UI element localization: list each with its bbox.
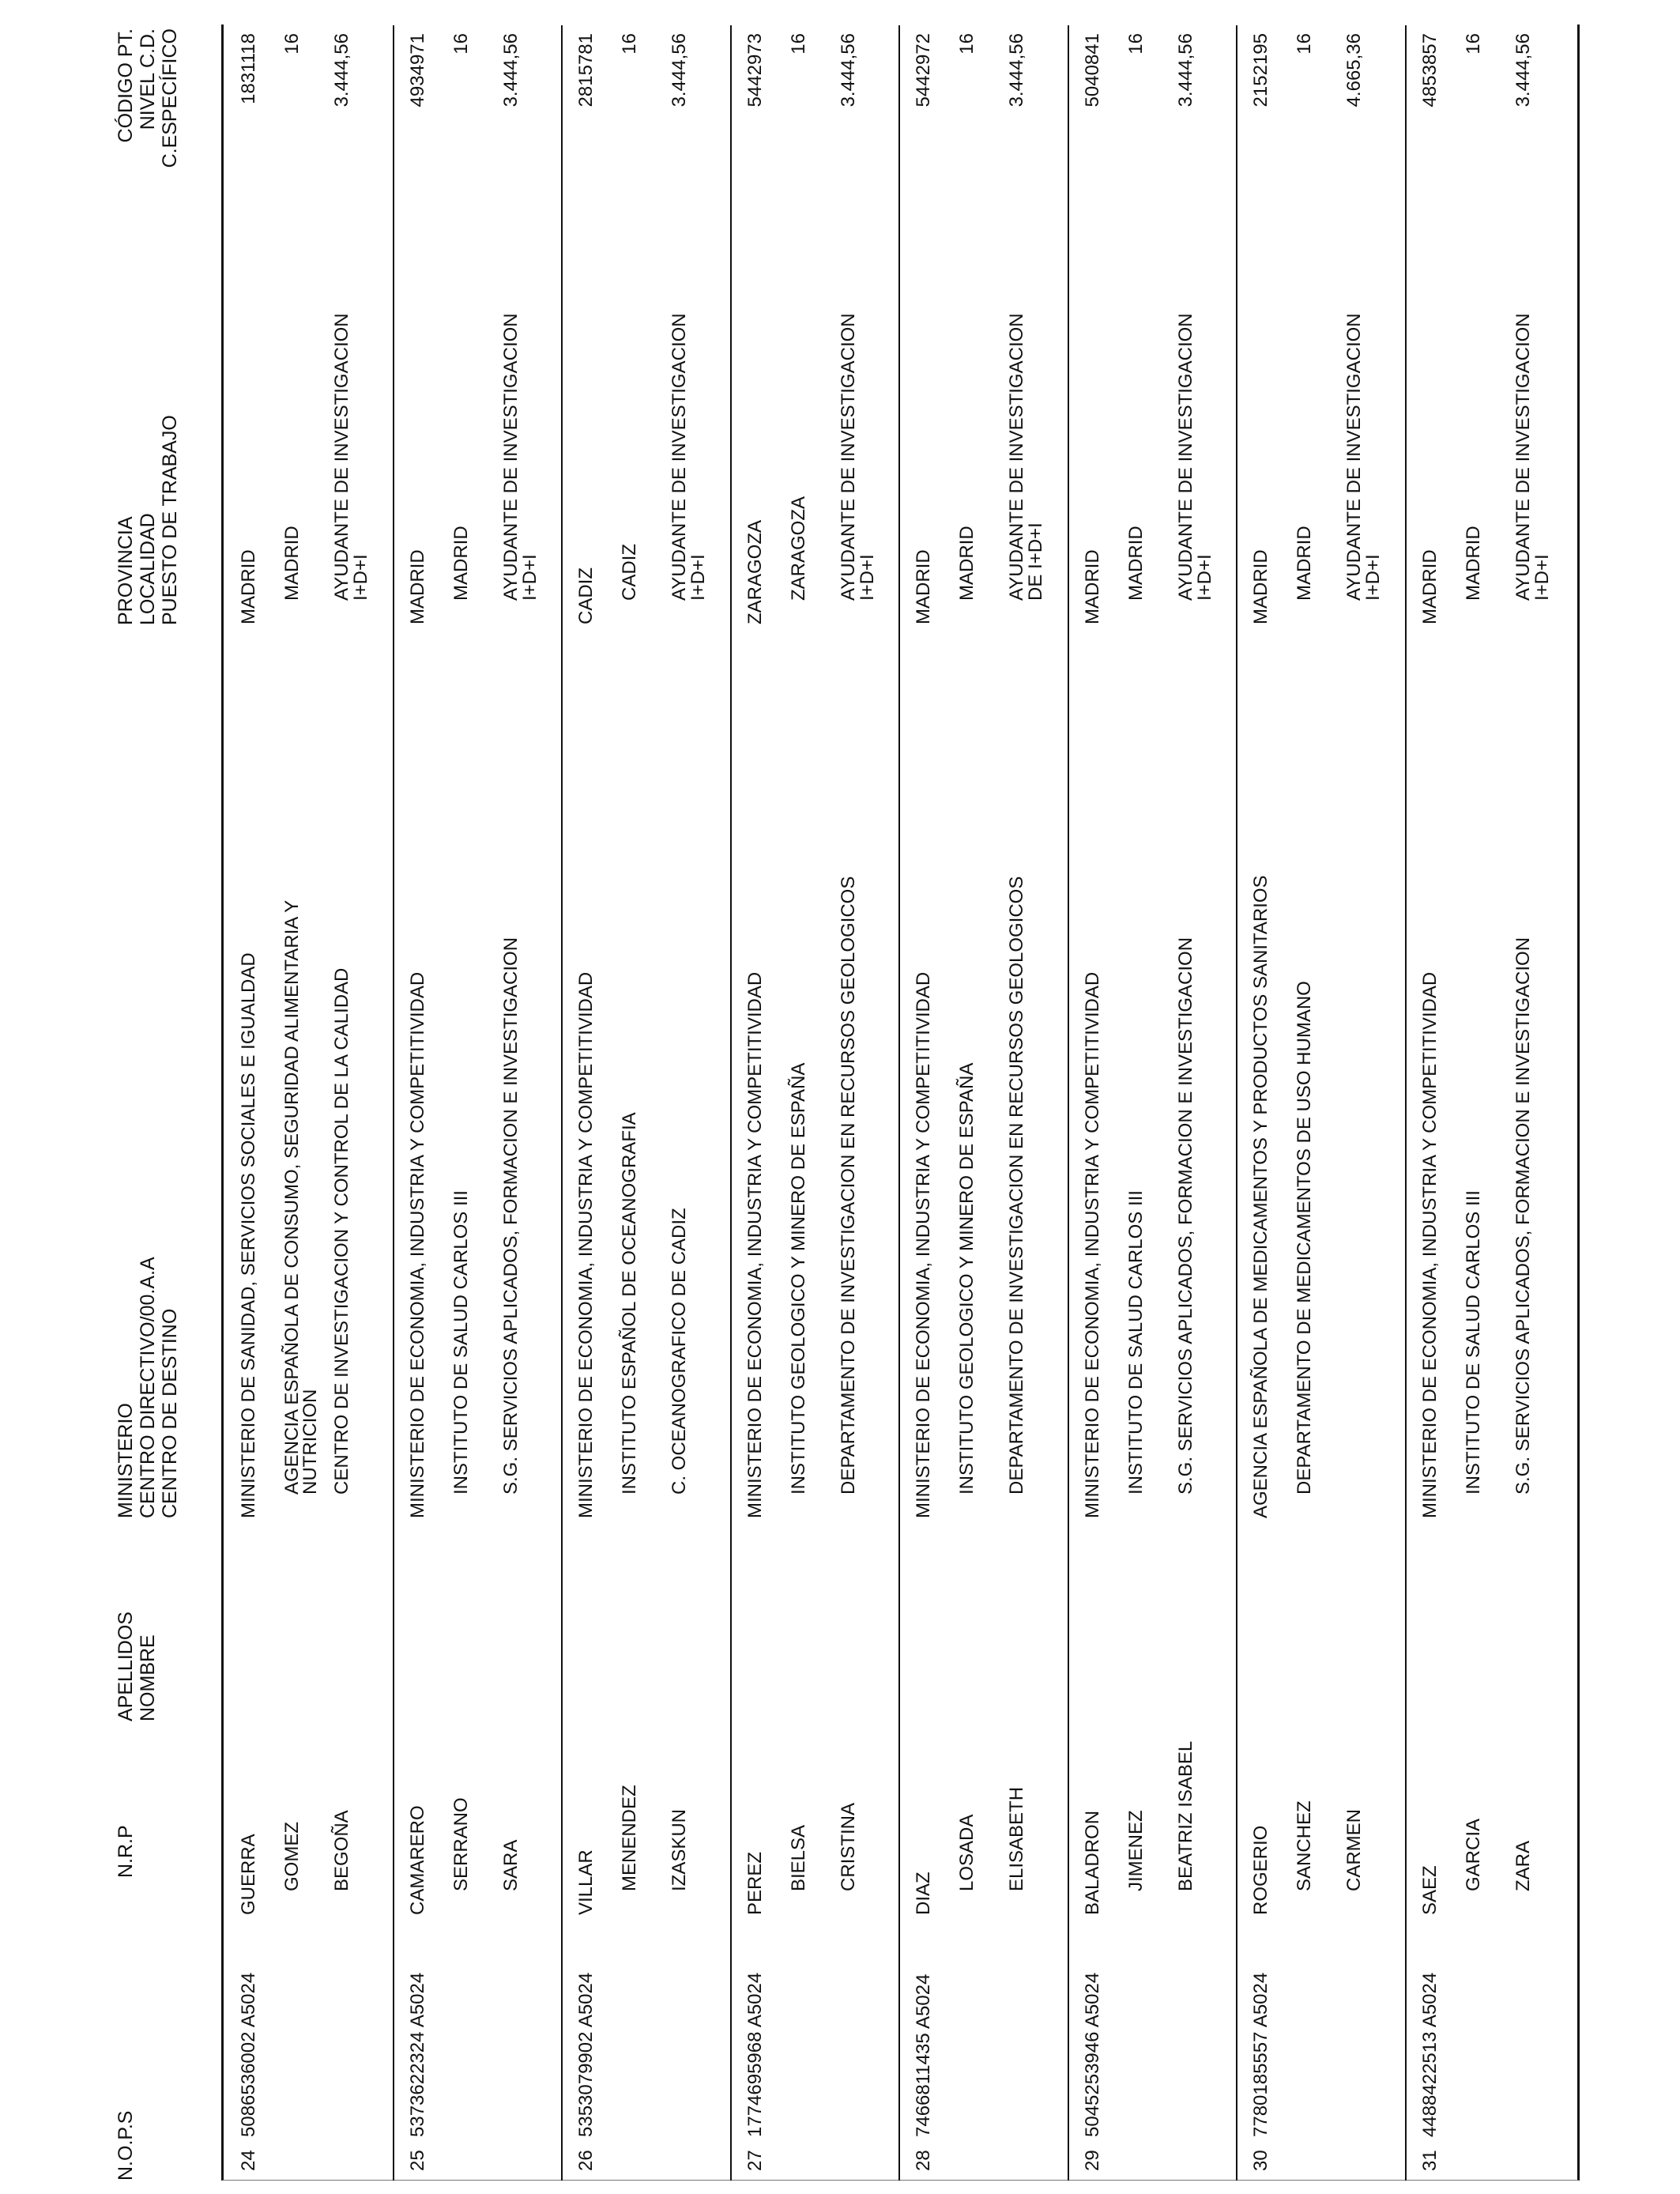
record-centro-destino: C. OCEANOGRAFICO DE CADIZ [669, 1208, 690, 1495]
record-codigo: 2815781 [575, 33, 597, 107]
record-puesto: AYUDANTE DE INVESTIGACION [1174, 313, 1196, 601]
record-especifico: 3.444,56 [669, 33, 690, 107]
record-ministerio: MINISTERIO DE ECONOMIA, INDUSTRIA Y COMPETITIVIDAD [1081, 971, 1103, 1518]
record-apellido1: ROGERIO [1250, 1825, 1271, 1915]
record-nivel: 16 [787, 33, 809, 55]
record-apellido2: BIELSA [787, 1824, 809, 1891]
record-ministerio: MINISTERIO DE ECONOMIA, INDUSTRIA Y COMPETITIVIDAD [575, 971, 597, 1518]
record-puesto-cont: I+D+I [1193, 554, 1215, 601]
header-localidad-label: LOCALIDAD [137, 513, 159, 625]
header-especifico-label: C.ESPECÍFICO [159, 28, 181, 168]
record-codigo: 5040841 [1081, 33, 1103, 107]
record-nops: 25 [406, 2150, 428, 2171]
record-puesto-cont: I+D+I [1362, 554, 1384, 601]
record-nrp: 7466811435 A5024 [913, 1973, 934, 2137]
header-provincia-label: PROVINCIA [115, 516, 137, 625]
record-provincia: CADIZ [575, 567, 597, 624]
record-puesto-cont: I+D+I [687, 554, 709, 601]
record-puesto: AYUDANTE DE INVESTIGACION [499, 313, 522, 601]
record-ministerio: MINISTERIO DE ECONOMIA, INDUSTRIA Y COMPETITIVIDAD [744, 971, 766, 1518]
header-ministerio-label: MINISTERIO [115, 1403, 137, 1518]
record-apellido2: LOSADA [956, 1814, 977, 1891]
record-nops: 31 [1418, 2150, 1441, 2171]
record-localidad: MADRID [956, 526, 977, 601]
record-centro-destino: S.G. SERVICIOS APLICADOS, FORMACION E INVESTIGACION [499, 937, 522, 1495]
header-nrp-label: N.R.P [115, 1825, 137, 1878]
record-localidad: MADRID [281, 526, 303, 601]
record-centro-directivo: INSTITUTO DE SALUD CARLOS III [1462, 1190, 1484, 1495]
record-localidad: MADRID [450, 526, 472, 601]
record-puesto-cont: I+D+I [518, 554, 541, 601]
record-nrp: 4488422513 A5024 [1418, 1972, 1441, 2137]
record-row [898, 25, 1069, 2181]
header-centro-directivo-label: CENTRO DIRECTIVO/00.A.A [137, 1257, 159, 1518]
record-row [224, 25, 394, 2181]
record-row [730, 25, 901, 2181]
record-ministerio: AGENCIA ESPAÑOLA DE MEDICAMENTOS Y PRODUCTOS SANITARIOS [1250, 875, 1271, 1518]
record-nivel: 16 [1294, 33, 1315, 55]
record-especifico: 4.665,36 [1343, 33, 1365, 107]
record-nivel: 16 [619, 33, 640, 55]
record-apellido2: MENENDEZ [619, 1785, 640, 1891]
record-centro-destino: S.G. SERVICIOS APLICADOS, FORMACION E INVESTIGACION [1174, 937, 1196, 1495]
header-codigo [115, 28, 181, 218]
record-especifico: 3.444,56 [1174, 33, 1196, 107]
record-nombre: SARA [499, 1839, 522, 1891]
record-provincia: MADRID [238, 549, 259, 624]
header-nivel-label: NIVEL C.D. [137, 28, 159, 130]
record-apellido1: VILLAR [575, 1849, 597, 1915]
header-centro-destino-label: CENTRO DE DESTINO [159, 1308, 181, 1518]
record-centro-directivo: INSTITUTO DE SALUD CARLOS III [450, 1190, 472, 1495]
record-nrp: 5086536002 A5024 [238, 1972, 259, 2137]
record-centro-destino: DEPARTAMENTO DE INVESTIGACION EN RECURSOS GEOLOGICOS [837, 876, 859, 1495]
record-nrp: 7780185557 A5024 [1250, 1972, 1271, 2137]
record-ministerio: MINISTERIO DE ECONOMIA, INDUSTRIA Y COMPETITIVIDAD [913, 971, 934, 1518]
record-apellido1: SAEZ [1418, 1865, 1441, 1915]
record-apellido1: PEREZ [744, 1851, 766, 1915]
record-centro-destino: S.G. SERVICIOS APLICADOS, FORMACION E INVESTIGACION [1512, 937, 1534, 1495]
record-nops: 26 [575, 2150, 597, 2171]
record-row [1405, 25, 1579, 2181]
record-especifico: 3.444,56 [331, 33, 352, 107]
record-apellido2: GOMEZ [281, 1822, 303, 1891]
record-nrp: 5373622324 A5024 [406, 1972, 428, 2137]
header-nrp [115, 1825, 137, 1878]
record-apellido2: SERRANO [450, 1797, 472, 1891]
record-localidad: MADRID [1124, 526, 1147, 601]
record-puesto: AYUDANTE DE INVESTIGACION [1512, 313, 1534, 601]
record-centro-destino: CENTRO DE INVESTIGACION Y CONTROL DE LA CALIDAD [331, 967, 352, 1495]
record-nombre: CARMEN [1343, 1808, 1365, 1891]
record-codigo: 2152195 [1250, 33, 1271, 107]
record-codigo: 1831118 [238, 33, 259, 104]
record-apellido1: GUERRA [238, 1834, 259, 1915]
record-nops: 29 [1081, 2150, 1103, 2171]
record-row [561, 25, 732, 2181]
record-puesto: AYUDANTE DE INVESTIGACION [837, 313, 859, 601]
record-centro-directivo: DEPARTAMENTO DE MEDICAMENTOS DE USO HUMANO [1294, 981, 1315, 1495]
record-ministerio: MINISTERIO DE SANIDAD, SERVICIOS SOCIALES E IGUALDAD [238, 952, 259, 1518]
record-provincia: ZARAGOZA [744, 519, 766, 624]
record-puesto-cont: I+D+I [350, 554, 371, 601]
record-nivel: 16 [450, 33, 472, 55]
record-centro-directivo: AGENCIA ESPAÑOLA DE CONSUMO, SEGURIDAD ALIMENTARIA Y [281, 899, 303, 1495]
record-localidad: ZARAGOZA [787, 496, 809, 601]
record-nombre: CRISTINA [837, 1802, 859, 1891]
record-provincia: MADRID [1081, 549, 1103, 624]
record-ministerio: MINISTERIO DE ECONOMIA, INDUSTRIA Y COMPETITIVIDAD [1418, 971, 1441, 1518]
header-puesto-label: PUESTO DE TRABAJO [159, 415, 181, 625]
record-provincia: MADRID [913, 549, 934, 624]
record-apellido2: JIMENEZ [1124, 1810, 1147, 1891]
record-ministerio: MINISTERIO DE ECONOMIA, INDUSTRIA Y COMPETITIVIDAD [406, 971, 428, 1518]
record-nrp: 1774695968 A5024 [744, 1972, 766, 2137]
record-codigo: 5442973 [744, 33, 766, 107]
record-apellido1: BALADRON [1081, 1810, 1103, 1915]
record-nombre: ELISABETH [1006, 1786, 1027, 1891]
record-nivel: 16 [281, 33, 303, 55]
record-row [1068, 25, 1238, 2181]
record-nops: 24 [238, 2150, 259, 2171]
record-row [1236, 25, 1407, 2181]
record-puesto: AYUDANTE DE INVESTIGACION [669, 313, 690, 601]
record-nops: 27 [744, 2150, 766, 2171]
record-especifico: 3.444,56 [1512, 33, 1534, 107]
record-nivel: 16 [1124, 33, 1147, 55]
header-provincia [115, 415, 181, 625]
record-provincia: MADRID [1250, 549, 1271, 624]
record-localidad: MADRID [1294, 526, 1315, 601]
record-centro-directivo: INSTITUTO GEOLOGICO Y MINERO DE ESPAÑA [956, 1062, 977, 1495]
record-nops: 30 [1250, 2150, 1271, 2171]
header-nops-label: N.O.P.S [115, 2110, 137, 2181]
record-codigo: 5442972 [913, 33, 934, 107]
record-especifico: 3.444,56 [837, 33, 859, 107]
record-nops: 28 [913, 2150, 934, 2171]
header-apellidos-label: APELLIDOS [115, 1612, 137, 1721]
header-nops [115, 2111, 137, 2181]
record-nrp: 5045253946 A5024 [1081, 1972, 1103, 2137]
record-centro-directivo-cont: NUTRICION [299, 1389, 321, 1495]
record-centro-directivo: INSTITUTO DE SALUD CARLOS III [1124, 1190, 1147, 1495]
record-nivel: 16 [1462, 33, 1484, 55]
record-puesto: AYUDANTE DE INVESTIGACION [331, 313, 352, 601]
header-codigo-label: CÓDIGO PT. [115, 28, 137, 143]
record-centro-directivo: INSTITUTO ESPAÑOL DE OCEANOGRAFIA [619, 1112, 640, 1495]
record-nombre: ZARA [1512, 1840, 1534, 1891]
record-nombre: IZASKUN [669, 1808, 690, 1891]
record-row [393, 25, 563, 2181]
record-nrp: 5353079902 A5024 [575, 1972, 597, 2137]
record-apellido2: SANCHEZ [1294, 1800, 1315, 1891]
header-apellidos [115, 1612, 159, 1721]
record-nivel: 16 [956, 33, 977, 55]
header-nombre-label: NOMBRE [137, 1634, 159, 1721]
record-apellido2: GARCIA [1462, 1818, 1484, 1891]
record-puesto: AYUDANTE DE INVESTIGACION [1343, 313, 1365, 601]
record-provincia: MADRID [1418, 549, 1441, 624]
record-especifico: 3.444,56 [1006, 33, 1027, 107]
record-provincia: MADRID [406, 549, 428, 624]
record-nombre: BEGOÑA [331, 1810, 352, 1891]
record-nombre: BEATRIZ ISABEL [1174, 1740, 1196, 1891]
record-centro-destino: DEPARTAMENTO DE INVESTIGACION EN RECURSOS GEOLOGICOS [1006, 876, 1027, 1495]
record-puesto: AYUDANTE DE INVESTIGACION [1006, 313, 1027, 601]
record-apellido1: CAMARERO [406, 1805, 428, 1915]
record-puesto-cont: I+D+I [1531, 554, 1553, 601]
record-codigo: 4853857 [1418, 33, 1441, 107]
record-localidad: CADIZ [619, 544, 640, 601]
header-ministerio [115, 1257, 181, 1518]
record-centro-directivo: INSTITUTO GEOLOGICO Y MINERO DE ESPAÑA [787, 1062, 809, 1495]
record-puesto-cont: DE I+D+I [1025, 522, 1046, 601]
record-localidad: MADRID [1462, 526, 1484, 601]
record-puesto-cont: I+D+I [856, 554, 878, 601]
record-especifico: 3.444,56 [499, 33, 522, 107]
record-apellido1: DIAZ [913, 1872, 934, 1915]
record-codigo: 4934971 [406, 33, 428, 107]
